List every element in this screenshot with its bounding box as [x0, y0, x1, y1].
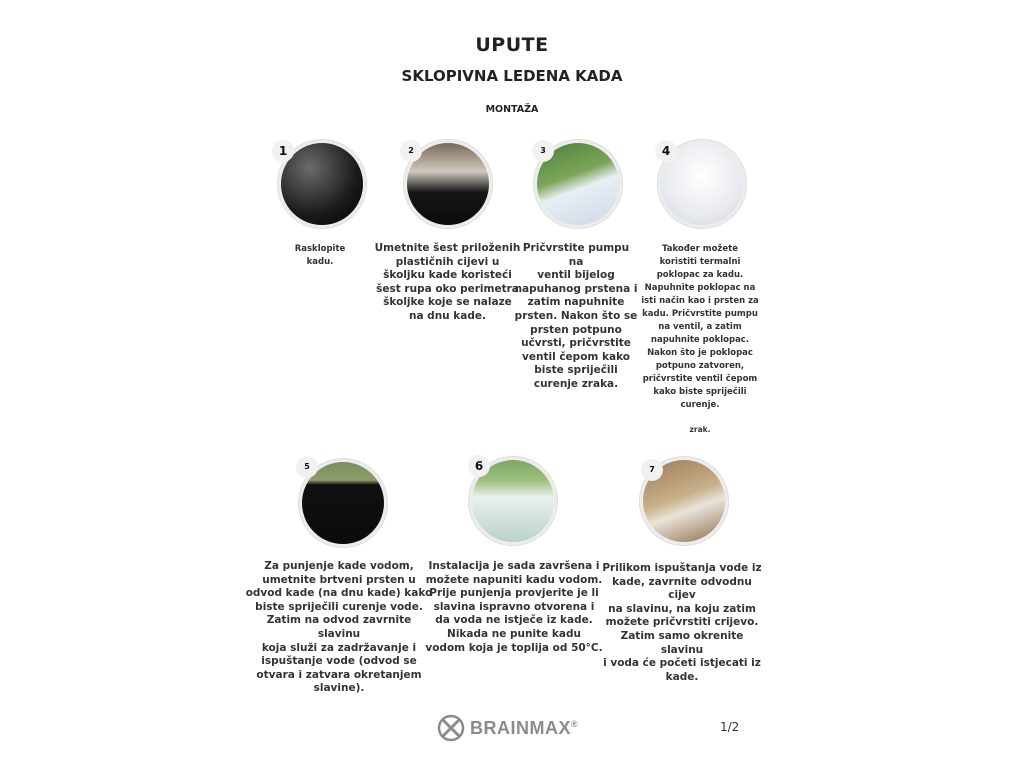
- step-3-text: Pričvrstite pumpu na ventil bijelog napuhanog prstena i zatim napuhnite prsten. Nakon što se prsten potpuno učvrsti, pričvrstite ventil čepom kako biste spriječili curenje zraka.: [514, 242, 638, 390]
- step-5-number: 5: [296, 456, 318, 478]
- step-7-number: 7: [641, 459, 663, 481]
- step-5-text: Za punjenje kade vodom, umetnite brtveni prsten u odvod kade (na dnu kade) kako biste spriječili curenje vode. Zatim na odvod zavrnite slavinu koja služi za zadržavanje i ispuštanje vode (odvod se otvara i zatvara okretanjem slavine).: [245, 560, 433, 695]
- brand-name: BRAINMAX®: [470, 718, 579, 738]
- step-2-number: 2: [400, 140, 422, 162]
- step-4-text: Također možete koristiti termalni poklopac za kadu. Napuhnite poklopac na isti način kao i prsten za kadu. Pričvrstite pumpu na ventil, a zatim napuhnite poklopac. Nakon što je poklopac potpuno zatvoren, pričvrstite ventil čepom kako biste spriječili curenje.: [641, 244, 759, 410]
- brainmax-logo-icon: [436, 713, 466, 743]
- page-title: UPUTE: [475, 34, 549, 56]
- step-6-text: Instalacija je sada završena i možete napuniti kadu vodom. Prije punjenja provjerite je li slavina ispravno otvorena i da voda ne istječe iz kade. Nikada ne punite kadu vodom koja je toplija od 50°C.: [425, 560, 603, 654]
- step-1-number: 1: [272, 140, 294, 162]
- page-number: 1/2: [720, 720, 740, 734]
- step-7-text: Prilikom ispuštanja vode iz kade, zavrnite odvodnu cijev na slavinu, na koju zatim možete pričvrstiti crijevo. Zatim samo okrenite slavinu i voda će početi istjecati iz kade.: [602, 562, 762, 683]
- step-4-number: 4: [655, 140, 677, 162]
- step-2-text: Umetnite šest priloženih plastičnih cijevi u školjku kade koristeći šest rupa oko perimetra školjke koje se nalaze na dnu kade.: [374, 242, 521, 322]
- registered-mark: ®: [571, 719, 579, 729]
- step-1-text: Rasklopite kadu.: [294, 244, 346, 267]
- step-6-number: 6: [468, 455, 490, 477]
- step-3-number: 3: [532, 140, 554, 162]
- section-title: MONTAŽA: [485, 104, 539, 115]
- step-4-extra: zrak.: [689, 425, 711, 434]
- product-title: SKLOPIVNA LEDENA KADA: [401, 67, 623, 85]
